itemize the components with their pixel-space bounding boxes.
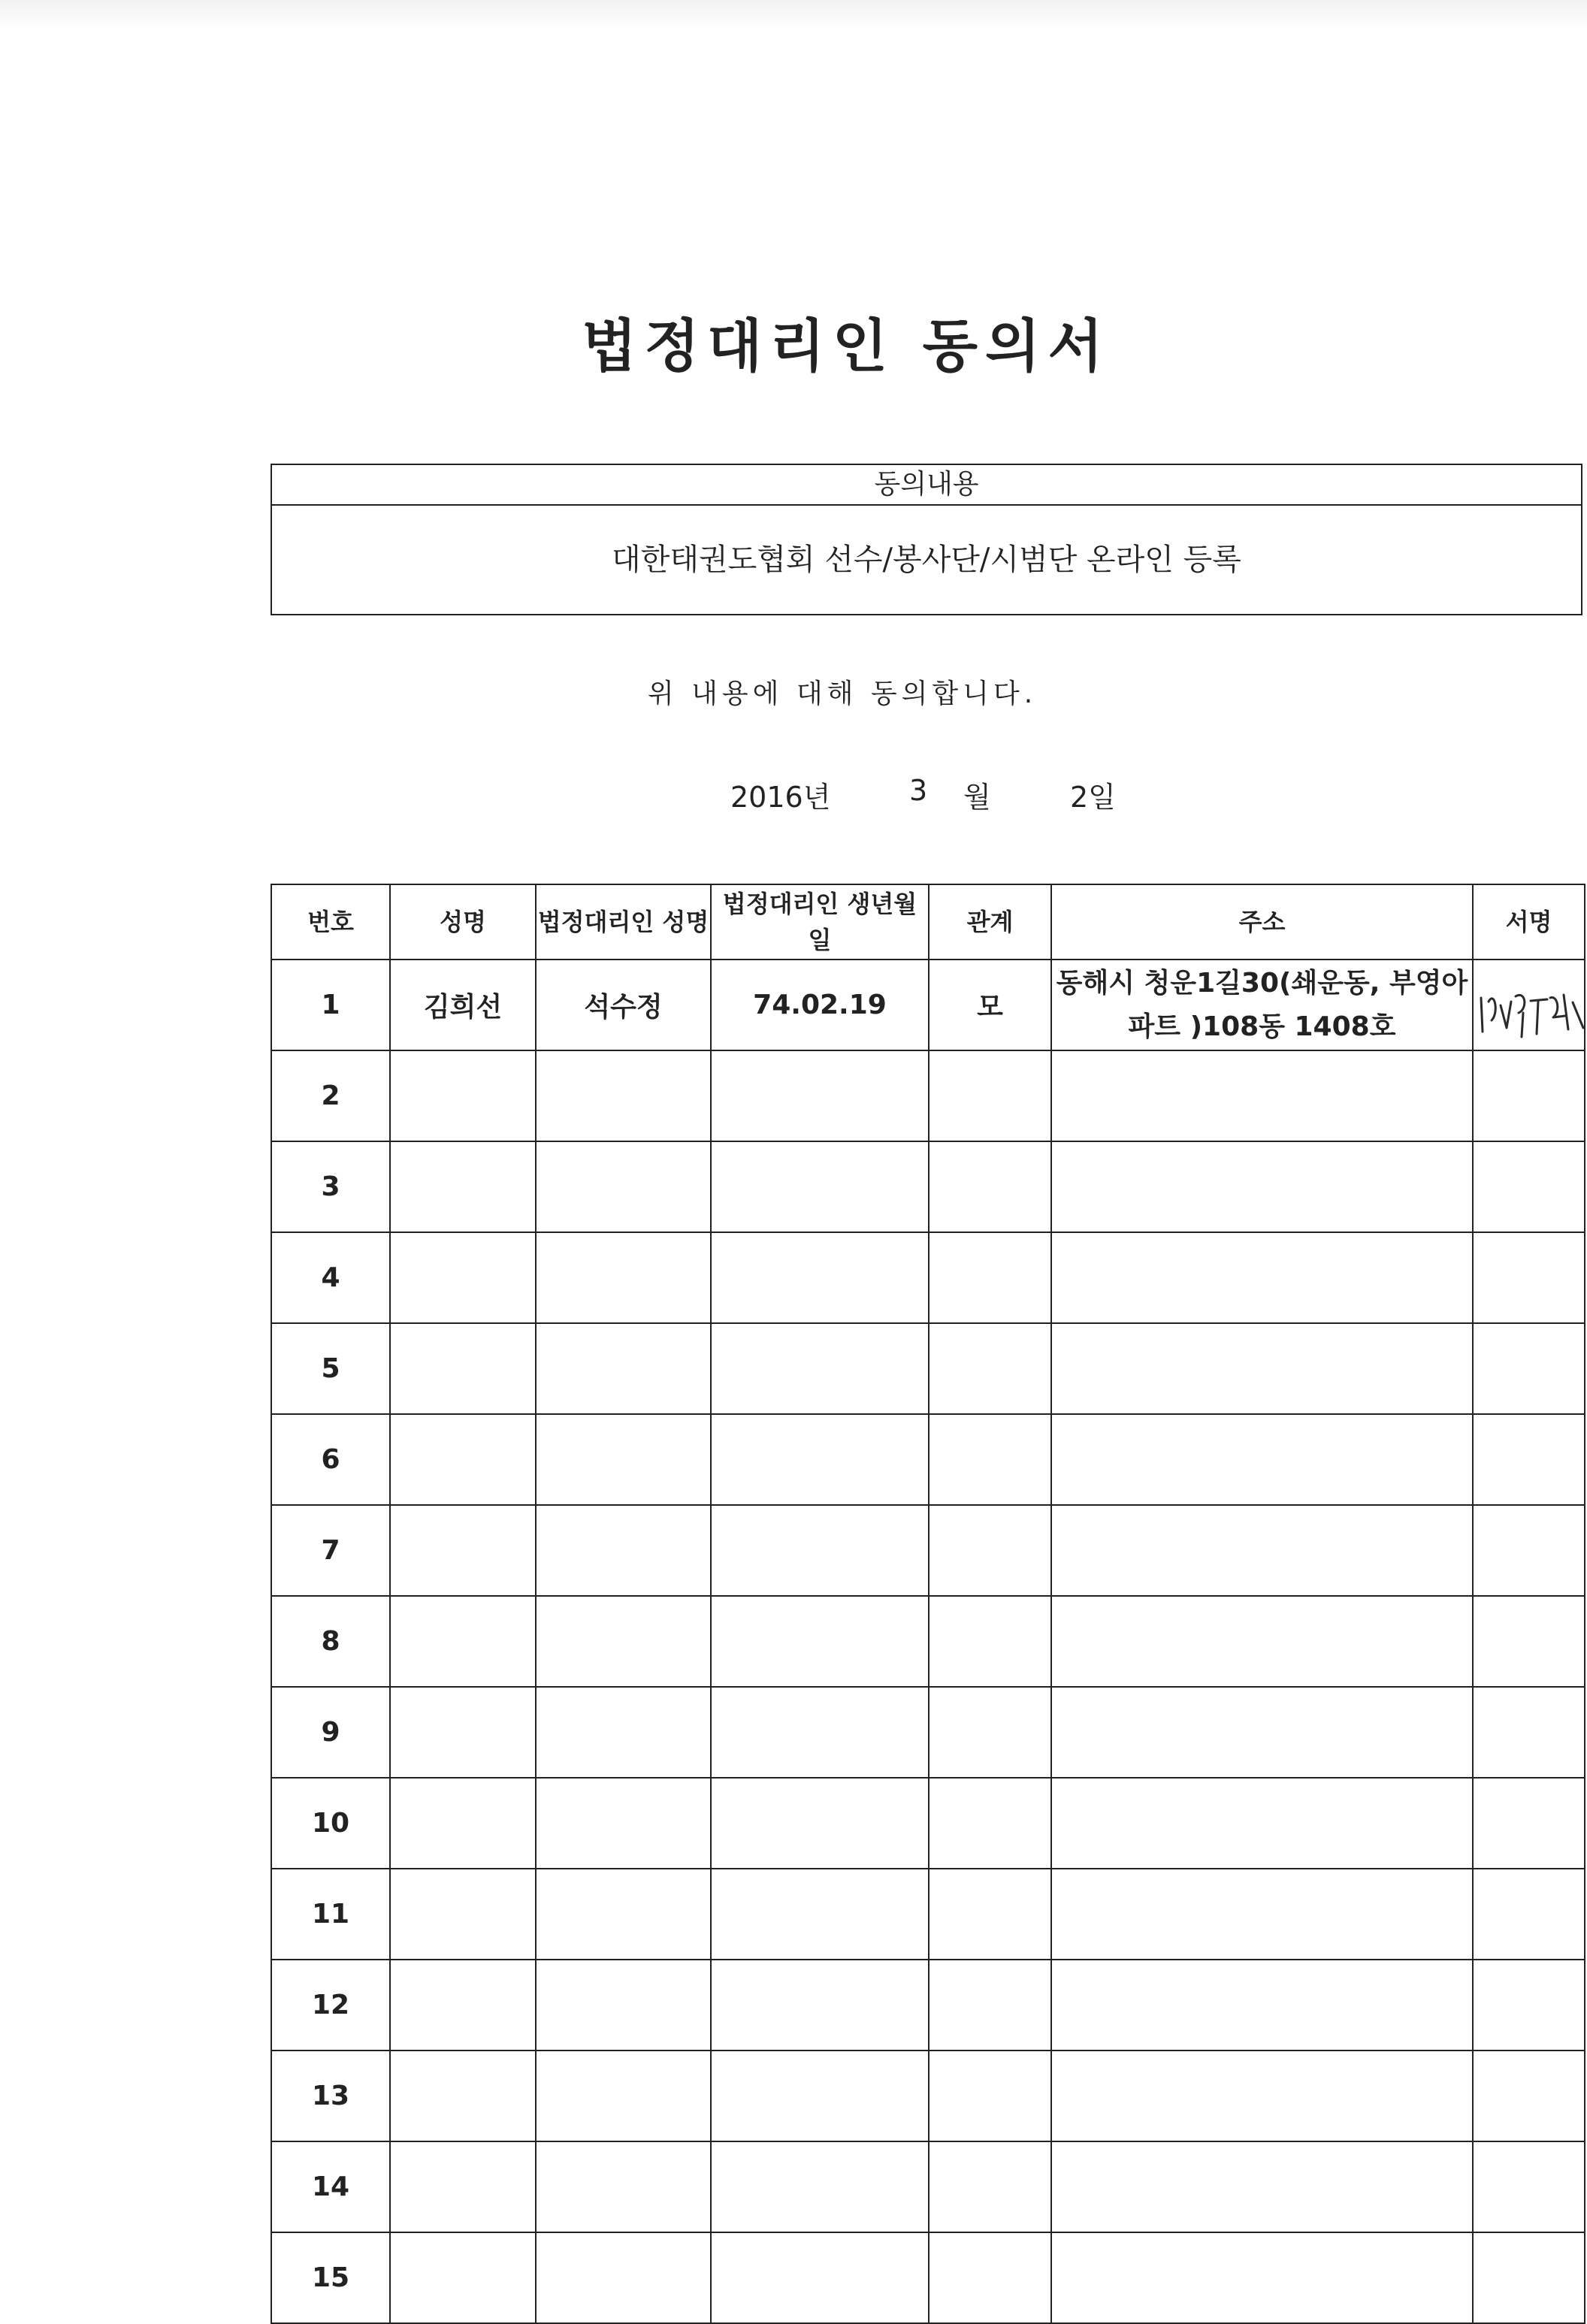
table-row <box>271 1232 1585 1323</box>
document-title: 법정대리인 동의서 <box>582 313 1111 379</box>
agree-statement: 위 내용에 대해 동의합니다. <box>647 678 1038 709</box>
cell-number: 3 <box>271 1141 390 1232</box>
signature-image <box>1474 968 1586 1043</box>
cell-address <box>1051 1960 1473 2050</box>
cell-relation <box>929 1505 1051 1596</box>
cell-guardian-birth <box>711 2232 929 2323</box>
cell-signature <box>1473 1323 1585 1414</box>
cell-signature <box>1473 1050 1585 1141</box>
cell-signature <box>1473 1505 1585 1596</box>
cell-address <box>1051 1050 1473 1141</box>
cell-relation <box>929 1778 1051 1869</box>
cell-guardian-name <box>536 1141 711 1232</box>
cell-name <box>390 1505 536 1596</box>
cell-number: 7 <box>271 1505 390 1596</box>
cell-guardian-birth <box>711 1232 929 1323</box>
cell-number: 14 <box>271 2141 390 2232</box>
date-day: 2일 <box>1070 781 1116 814</box>
cell-relation <box>929 2141 1051 2232</box>
date-year: 2016년 <box>730 781 831 814</box>
cell-signature <box>1473 1414 1585 1505</box>
cell-guardian-name <box>536 2050 711 2141</box>
date-month-unit: 월 <box>963 781 991 814</box>
cell-name <box>390 1869 536 1960</box>
cell-signature <box>1473 2050 1585 2141</box>
cell-address <box>1051 1505 1473 1596</box>
cell-guardian-birth <box>711 1778 929 1869</box>
table-row <box>271 1323 1585 1414</box>
consent-body: 대한태권도협회 선수/봉사단/시범단 온라인 등록 <box>612 542 1241 577</box>
cell-number: 9 <box>271 1687 390 1778</box>
header-address: 주소 <box>1051 884 1473 960</box>
cell-signature <box>1473 1960 1585 2050</box>
cell-relation <box>929 1869 1051 1960</box>
cell-guardian-name: 석수정 <box>536 960 711 1050</box>
cell-name <box>390 1778 536 1869</box>
header-signature: 서명 <box>1473 884 1585 960</box>
cell-name: 김희선 <box>390 960 536 1050</box>
cell-address <box>1051 1414 1473 1505</box>
cell-address: 동해시 청운1길30(쇄운동, 부영아파트 )108동 1408호 <box>1051 960 1473 1050</box>
header-relation: 관계 <box>929 884 1051 960</box>
cell-guardian-name <box>536 1414 711 1505</box>
cell-number: 5 <box>271 1323 390 1414</box>
cell-relation <box>929 1323 1051 1414</box>
cell-name <box>390 1050 536 1141</box>
cell-relation <box>929 1232 1051 1323</box>
cell-name <box>390 2050 536 2141</box>
cell-name <box>390 1323 536 1414</box>
cell-signature <box>1473 960 1585 1050</box>
cell-number: 6 <box>271 1414 390 1505</box>
cell-guardian-name <box>536 1596 711 1687</box>
cell-guardian-name <box>536 1778 711 1869</box>
table-header-row <box>271 884 1585 960</box>
cell-relation <box>929 1414 1051 1505</box>
table-row <box>271 1596 1585 1687</box>
cell-guardian-name <box>536 1505 711 1596</box>
cell-address <box>1051 1869 1473 1960</box>
cell-signature <box>1473 1687 1585 1778</box>
cell-name <box>390 1596 536 1687</box>
cell-number: 10 <box>271 1778 390 1869</box>
table-row <box>271 2050 1585 2141</box>
cell-guardian-name <box>536 1050 711 1141</box>
cell-guardian-birth: 74.02.19 <box>711 960 929 1050</box>
cell-number: 2 <box>271 1050 390 1141</box>
cell-name <box>390 1232 536 1323</box>
cell-number: 1 <box>271 960 390 1050</box>
guardian-table <box>271 884 1585 2324</box>
cell-guardian-name <box>536 1960 711 2050</box>
table-row <box>271 1414 1585 1505</box>
cell-guardian-birth <box>711 1596 929 1687</box>
cell-relation <box>929 1050 1051 1141</box>
table-row <box>271 1505 1585 1596</box>
consent-header: 동의내용 <box>272 465 1581 506</box>
cell-signature <box>1473 2232 1585 2323</box>
cell-guardian-birth <box>711 1323 929 1414</box>
cell-signature <box>1473 1232 1585 1323</box>
cell-guardian-name <box>536 2141 711 2232</box>
cell-signature <box>1473 1869 1585 1960</box>
cell-relation <box>929 1687 1051 1778</box>
header-guardian-birth: 법정대리인 생년월일 <box>711 884 929 960</box>
cell-relation <box>929 1960 1051 2050</box>
cell-guardian-birth <box>711 1687 929 1778</box>
cell-name <box>390 2232 536 2323</box>
cell-signature <box>1473 1778 1585 1869</box>
table-row <box>271 1869 1585 1960</box>
cell-name <box>390 1960 536 2050</box>
cell-signature <box>1473 1596 1585 1687</box>
cell-address <box>1051 2050 1473 2141</box>
cell-address <box>1051 1778 1473 1869</box>
cell-number: 15 <box>271 2232 390 2323</box>
date-month: 3 <box>909 774 928 807</box>
cell-address <box>1051 1323 1473 1414</box>
cell-name <box>390 1141 536 1232</box>
cell-number: 13 <box>271 2050 390 2141</box>
cell-guardian-birth <box>711 1960 929 2050</box>
cell-guardian-birth <box>711 1414 929 1505</box>
table-row <box>271 1050 1585 1141</box>
table-row <box>271 1960 1585 2050</box>
table-row <box>271 960 1585 1050</box>
cell-address <box>1051 1596 1473 1687</box>
cell-guardian-name <box>536 1687 711 1778</box>
table-row <box>271 1141 1585 1232</box>
cell-guardian-birth <box>711 1141 929 1232</box>
cell-signature <box>1473 1141 1585 1232</box>
cell-signature <box>1473 2141 1585 2232</box>
cell-relation <box>929 1141 1051 1232</box>
cell-name <box>390 1414 536 1505</box>
cell-address <box>1051 2141 1473 2232</box>
scan-edge <box>0 0 1587 30</box>
cell-relation <box>929 2050 1051 2141</box>
cell-name <box>390 1687 536 1778</box>
cell-number: 12 <box>271 1960 390 2050</box>
table-row <box>271 1687 1585 1778</box>
table-row <box>271 2232 1585 2323</box>
cell-guardian-birth <box>711 2141 929 2232</box>
cell-address <box>1051 2232 1473 2323</box>
cell-number: 8 <box>271 1596 390 1687</box>
cell-name <box>390 2141 536 2232</box>
cell-guardian-birth <box>711 1050 929 1141</box>
consent-box <box>271 464 1582 615</box>
cell-address <box>1051 1141 1473 1232</box>
header-name: 성명 <box>390 884 536 960</box>
cell-relation <box>929 2232 1051 2323</box>
header-number: 번호 <box>271 884 390 960</box>
cell-number: 4 <box>271 1232 390 1323</box>
table-row <box>271 2141 1585 2232</box>
cell-relation: 모 <box>929 960 1051 1050</box>
cell-address <box>1051 1687 1473 1778</box>
cell-guardian-name <box>536 1869 711 1960</box>
cell-guardian-name <box>536 1232 711 1323</box>
cell-guardian-birth <box>711 1505 929 1596</box>
cell-number: 11 <box>271 1869 390 1960</box>
header-guardian-name: 법정대리인 성명 <box>536 884 711 960</box>
cell-guardian-name <box>536 2232 711 2323</box>
cell-address <box>1051 1232 1473 1323</box>
cell-relation <box>929 1596 1051 1687</box>
cell-guardian-birth <box>711 1869 929 1960</box>
cell-guardian-name <box>536 1323 711 1414</box>
cell-guardian-birth <box>711 2050 929 2141</box>
table-row <box>271 1778 1585 1869</box>
